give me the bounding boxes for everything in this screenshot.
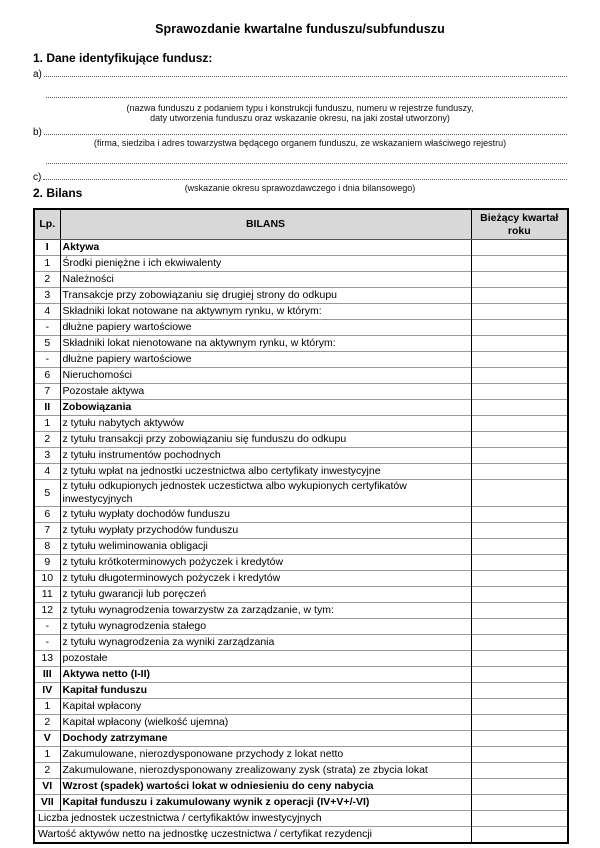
row-lp: 8 (34, 539, 60, 555)
row-value-cell (471, 555, 568, 571)
row-label: z tytułu wypłaty przychodów funduszu (60, 523, 471, 539)
table-row (34, 747, 568, 763)
table-row (34, 699, 568, 715)
row-lp: 2 (34, 432, 60, 448)
table-row (34, 480, 568, 507)
row-label: dłużne papiery wartościowe (60, 320, 471, 336)
field-b-label: b) (33, 127, 42, 138)
table-row (34, 827, 568, 844)
row-lp: - (34, 320, 60, 336)
row-lp: 9 (34, 555, 60, 571)
row-value-cell (471, 587, 568, 603)
row-value-cell (471, 699, 568, 715)
table-row (34, 464, 568, 480)
table-row (34, 288, 568, 304)
row-value-cell (471, 571, 568, 587)
section2-heading-band (33, 180, 567, 206)
row-label: Aktywa (60, 240, 471, 256)
table-row (34, 304, 568, 320)
row-value-cell (471, 539, 568, 555)
row-value-cell (471, 507, 568, 523)
row-label: z tytułu krótkoterminowych pożyczek i kredytów (60, 555, 471, 571)
row-label: z tytułu gwarancji lub poręczeń (60, 587, 471, 603)
row-lp: 1 (34, 416, 60, 432)
table-row (34, 352, 568, 368)
row-lp: 3 (34, 448, 60, 464)
field-b-row (33, 123, 567, 138)
table-row (34, 400, 568, 416)
bilans-table (33, 208, 569, 844)
row-label: z tytułu instrumentów pochodnych (60, 448, 471, 464)
row-value-cell (471, 336, 568, 352)
row-label: z tytułu transakcji przy zobowiązaniu się funduszu do odkupu (60, 432, 471, 448)
table-row (34, 571, 568, 587)
table-row (34, 779, 568, 795)
document-title: Sprawozdanie kwartalne funduszu/subfunduszu (155, 22, 445, 36)
row-label: z tytułu odkupionych jednostek uczestictwa albo wykupionych certyfikatów inwestycyjnych (60, 480, 471, 507)
row-value-cell (471, 683, 568, 699)
table-row (34, 667, 568, 683)
row-lp: 12 (34, 603, 60, 619)
row-lp: 1 (34, 256, 60, 272)
row-lp: 6 (34, 368, 60, 384)
table-row (34, 619, 568, 635)
row-label: z tytułu wpłat na jednostki uczestnictwa albo certyfikaty inwestycyjne (60, 464, 471, 480)
field-a-row (33, 65, 567, 80)
row-value-cell (471, 811, 568, 827)
row-lp: 4 (34, 304, 60, 320)
row-value-cell (471, 272, 568, 288)
row-value-cell (471, 651, 568, 667)
row-value-cell (471, 384, 568, 400)
row-lp: I (34, 240, 60, 256)
row-lp: IV (34, 683, 60, 699)
row-label: z tytułu długoterminowych pożyczek i kredytów (60, 571, 471, 587)
field-a-fill-line (44, 65, 567, 77)
row-value-cell (471, 464, 568, 480)
field-b-second-line (46, 163, 567, 164)
table-row (34, 432, 568, 448)
row-lp: - (34, 619, 60, 635)
row-value-cell (471, 635, 568, 651)
row-value-cell (471, 827, 568, 844)
table-row (34, 715, 568, 731)
row-label: Kapitał funduszu i zakumulowany wynik z operacji (IV+V+/-VI) (60, 795, 471, 811)
table-row (34, 336, 568, 352)
row-value-cell (471, 352, 568, 368)
row-value-cell (471, 480, 568, 507)
table-row (34, 651, 568, 667)
row-lp: 2 (34, 272, 60, 288)
field-c-caption: (wskazanie okresu sprawozdawczego i dnia bilansowego) (184, 183, 416, 193)
row-lp: 4 (34, 464, 60, 480)
field-c-row (33, 168, 567, 183)
row-label: Liczba jednostek uczestnictwa / certyfikaktów inwestycyjnych (34, 811, 471, 827)
row-value-cell (471, 763, 568, 779)
row-value-cell (471, 448, 568, 464)
table-row (34, 384, 568, 400)
row-label: Kapitał funduszu (60, 683, 471, 699)
row-lp: VI (34, 779, 60, 795)
row-lp: 13 (34, 651, 60, 667)
row-label: z tytułu wynagrodzenia towarzystw za zarządzanie, w tym: (60, 603, 471, 619)
row-lp: - (34, 635, 60, 651)
row-label: Wzrost (spadek) wartości lokat w odniesieniu do ceny nabycia (60, 779, 471, 795)
table-row (34, 240, 568, 256)
table-row (34, 320, 568, 336)
row-label: Dochody zatrzymane (60, 731, 471, 747)
row-value-cell (471, 603, 568, 619)
row-value-cell (471, 320, 568, 336)
table-row (34, 272, 568, 288)
table-row (34, 368, 568, 384)
row-label: Składniki lokat notowane na aktywnym rynku, w którym: (60, 304, 471, 320)
row-value-cell (471, 731, 568, 747)
row-lp: 7 (34, 523, 60, 539)
row-lp: 7 (34, 384, 60, 400)
table-row (34, 507, 568, 523)
row-lp: V (34, 731, 60, 747)
field-c-fill-line (43, 168, 567, 180)
row-label: Składniki lokat nienotowane na aktywnym rynku, w którym: (60, 336, 471, 352)
table-row (34, 683, 568, 699)
table-header-row (34, 209, 568, 240)
row-value-cell (471, 304, 568, 320)
table-row (34, 763, 568, 779)
table-row (34, 795, 568, 811)
column-header-bilans: BILANS (60, 209, 471, 240)
row-value-cell (471, 779, 568, 795)
row-lp: II (34, 400, 60, 416)
table-row (34, 539, 568, 555)
row-label: Zobowiązania (60, 400, 471, 416)
row-value-cell (471, 432, 568, 448)
field-c-label: c) (33, 172, 42, 183)
table-row (34, 448, 568, 464)
field-a-second-line (46, 97, 567, 98)
field-a-caption-line2: daty utworzenia funduszu oraz wskazanie okresu, na jaki został utworzony) (150, 113, 450, 123)
row-value-cell (471, 368, 568, 384)
row-label: z tytułu wynagrodzenia za wyniki zarządzania (60, 635, 471, 651)
bilans-table-body (34, 240, 568, 844)
row-value-cell (471, 288, 568, 304)
field-a-label: a) (33, 69, 42, 80)
table-row (34, 523, 568, 539)
row-value-cell (471, 416, 568, 432)
row-value-cell (471, 523, 568, 539)
field-b-fill-line (44, 123, 567, 135)
row-value-cell (471, 667, 568, 683)
row-lp: 6 (34, 507, 60, 523)
row-label: Środki pieniężne i ich ekwiwalenty (60, 256, 471, 272)
row-label: z tytułu weliminowania obligacji (60, 539, 471, 555)
row-value-cell (471, 240, 568, 256)
row-lp: 5 (34, 336, 60, 352)
row-label: Należności (60, 272, 471, 288)
table-row (34, 416, 568, 432)
row-label: z tytułu wypłaty dochodów funduszu (60, 507, 471, 523)
row-lp: VII (34, 795, 60, 811)
table-row (34, 603, 568, 619)
table-row (34, 587, 568, 603)
row-value-cell (471, 747, 568, 763)
section2-heading: 2. Bilans (33, 186, 83, 200)
row-label: pozostałe (60, 651, 471, 667)
row-value-cell (471, 795, 568, 811)
table-row (34, 731, 568, 747)
row-label: Aktywa netto (I-II) (60, 667, 471, 683)
row-lp: 3 (34, 288, 60, 304)
row-lp: 10 (34, 571, 60, 587)
row-label: Wartość aktywów netto na jednostkę uczestnictwa / certyfikat rezydencji (34, 827, 471, 844)
table-row (34, 555, 568, 571)
row-value-cell (471, 256, 568, 272)
row-lp: 1 (34, 747, 60, 763)
section1-heading: 1. Dane identyfikujące fundusz: (33, 51, 213, 65)
row-label: Transakcje przy zobowiązaniu się drugiej strony do odkupu (60, 288, 471, 304)
column-header-lp: Lp. (34, 209, 60, 240)
row-lp: III (34, 667, 60, 683)
row-label: z tytułu wynagrodzenia stałego (60, 619, 471, 635)
column-header-current-quarter: Bieżący kwartał roku (471, 209, 568, 240)
field-a-caption-line1: (nazwa funduszu z podaniem typu i konstrukcji funduszu, numeru w rejestrze funduszy, (126, 103, 474, 113)
row-label: Nieruchomości (60, 368, 471, 384)
row-label: Pozostałe aktywa (60, 384, 471, 400)
row-lp: - (34, 352, 60, 368)
row-label: Kapitał wpłacony (wielkość ujemna) (60, 715, 471, 731)
row-value-cell (471, 715, 568, 731)
row-label: Zakumulowane, nierozdysponowane przychody z lokat netto (60, 747, 471, 763)
table-row (34, 635, 568, 651)
row-lp: 11 (34, 587, 60, 603)
row-value-cell (471, 619, 568, 635)
table-row (34, 256, 568, 272)
row-label: Kapitał wpłacony (60, 699, 471, 715)
row-label: z tytułu nabytych aktywów (60, 416, 471, 432)
row-lp: 2 (34, 763, 60, 779)
row-label: Zakumulowane, nierozdysponowany zrealizowany zysk (strata) ze zbycia lokat (60, 763, 471, 779)
row-value-cell (471, 400, 568, 416)
table-row (34, 811, 568, 827)
row-label: dłużne papiery wartościowe (60, 352, 471, 368)
row-lp: 1 (34, 699, 60, 715)
field-b-caption: (firma, siedziba i adres towarzystwa będącego organem funduszu, ze wskazaniem właściwego rejestru) (93, 138, 507, 148)
row-lp: 5 (34, 480, 60, 507)
row-lp: 2 (34, 715, 60, 731)
